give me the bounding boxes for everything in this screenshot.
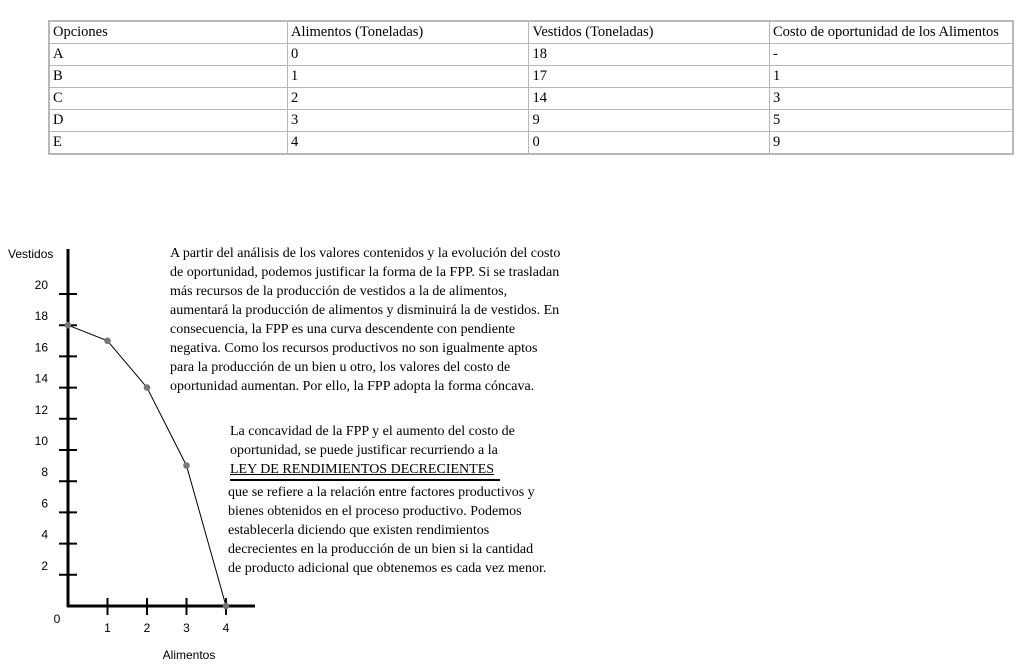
table-row xyxy=(49,110,1013,132)
table-cell: 14 xyxy=(529,88,769,110)
y-tick-label: 12 xyxy=(34,402,48,417)
x-tick-label: 4 xyxy=(222,621,230,635)
table-row xyxy=(49,44,1013,66)
table-row xyxy=(49,88,1013,110)
table-cell: 3 xyxy=(287,110,529,132)
x-tick-label: 0 xyxy=(53,612,61,626)
table-cell: A xyxy=(49,44,287,66)
table-header-row xyxy=(49,21,1013,44)
table-cell: D xyxy=(49,110,287,132)
x-tick-label: 1 xyxy=(104,621,111,635)
law-title: LEY DE RENDIMIENTOS DECRECIENTES xyxy=(230,460,500,481)
y-tick-label: 8 xyxy=(41,465,48,480)
data-point xyxy=(104,338,111,345)
table-cell: 2 xyxy=(287,88,529,110)
table-cell: 5 xyxy=(769,110,1013,132)
table-cell: 1 xyxy=(769,66,1013,88)
table-cell: B xyxy=(49,66,287,88)
table-cell: 3 xyxy=(769,88,1013,110)
x-tick-label: 2 xyxy=(143,621,151,635)
header-costo: Costo de oportunidad de los Alimentos xyxy=(769,21,1013,44)
y-tick-label: 6 xyxy=(41,496,48,511)
table-cell: 1 xyxy=(287,66,529,88)
table-cell: 4 xyxy=(287,132,529,155)
data-point xyxy=(65,322,72,329)
x-tick-label: 3 xyxy=(183,621,190,635)
explanation-paragraph: A partir del análisis de los valores contenidos y la evolución del costo de oportunidad, podemos justificar la forma de la FPP. Si se trasladan más recursos de la producción de vestidos a la de alimentos, aumentará la producción de alimentos y disminuirá la de vestidos. En consecuencia, la FPP es una curva descendente con pendiente negativa. Como los recursos productivos no son igualmente aptos para la producción de un bien u otro, los valores del costo de oportunidad aumentan. Por ello, la FPP adopta la forma cóncava. xyxy=(170,246,561,394)
concavity-paragraph: La concavidad de la FPP y el aumento del costo de oportunidad, se puede justificar recurriendo a la xyxy=(230,424,515,458)
table-cell: 17 xyxy=(529,66,769,88)
table-row xyxy=(49,66,1013,88)
data-point xyxy=(144,384,151,391)
header-alimentos: Alimentos (Toneladas) xyxy=(287,21,529,44)
y-axis-label: Vestidos xyxy=(8,247,54,261)
y-tick-label: 20 xyxy=(34,278,48,292)
header-opciones: Opciones xyxy=(49,21,287,44)
x-axis-label: Alimentos xyxy=(162,648,216,662)
y-tick-label: 2 xyxy=(41,558,48,573)
header-vestidos: Vestidos (Toneladas) xyxy=(529,21,769,44)
table-cell: 0 xyxy=(529,132,769,155)
table-cell: 0 xyxy=(287,44,529,66)
table-cell: 9 xyxy=(769,132,1013,155)
table-cell: E xyxy=(49,132,287,155)
table-cell: - xyxy=(769,44,1013,66)
y-tick-label: 14 xyxy=(34,371,48,386)
opportunity-cost-table xyxy=(48,20,1014,155)
table-cell: 9 xyxy=(529,110,769,132)
y-tick-label: 4 xyxy=(41,527,48,542)
y-tick-label: 10 xyxy=(34,434,48,448)
y-tick-label: 18 xyxy=(34,309,48,324)
data-point xyxy=(183,462,190,469)
table-cell: C xyxy=(49,88,287,110)
table-cell: 18 xyxy=(529,44,769,66)
table-row xyxy=(49,132,1013,155)
law-definition-paragraph: que se refiere a la relación entre factores productivos y bienes obtenidos en el proceso productivo. Podemos establecerla diciendo que existen rendimientos decrecientes en la producción de un bien si la cantidad de producto adicional que obtenemos es cada vez menor. xyxy=(228,485,547,576)
y-tick-label: 16 xyxy=(34,340,48,355)
data-point xyxy=(223,603,230,610)
